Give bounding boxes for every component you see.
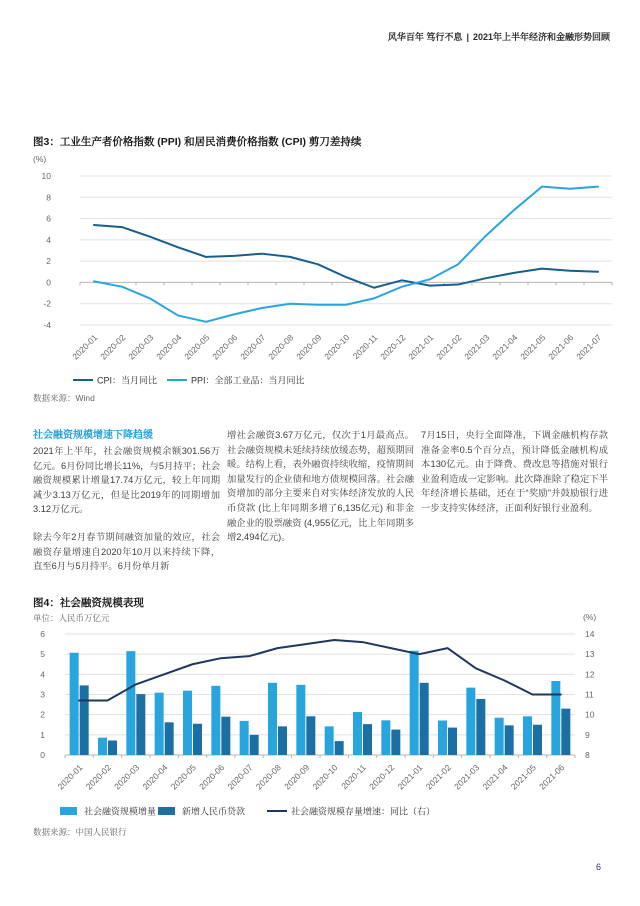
svg-text:2021-01: 2021-01 (406, 332, 436, 362)
svg-text:2021-04: 2021-04 (480, 762, 510, 792)
svg-text:2020-08: 2020-08 (266, 332, 296, 362)
svg-text:2021-03: 2021-03 (452, 762, 482, 792)
svg-text:2020-11: 2020-11 (350, 332, 380, 362)
paragraph: 7月15日，央行全面降准，下调金融机构存款准备金率0.5个百分点，预计降低金融机构成本130亿元。由于降费、费改息等措施对银行业盈利造成一定影响。此次降准除了稳定下半年经济增长基础，还在于“奖励”并鼓励银行进一步支持实体经济，正面利好银行业盈利。 (421, 430, 608, 513)
page-header (388, 30, 610, 43)
svg-text:2020-08: 2020-08 (253, 762, 283, 792)
svg-text:2020-04: 2020-04 (140, 762, 170, 792)
section-heading: 社会融资规模增速下降趋缓 (33, 430, 153, 441)
figure3-title: 图3：工业生产者价格指数 (PPI) 和居民消费价格指数 (CPI) 剪刀差持续 (33, 136, 362, 148)
svg-text:2020-10: 2020-10 (310, 762, 340, 792)
svg-text:5: 5 (40, 649, 45, 660)
svg-text:2020-09: 2020-09 (282, 762, 312, 792)
svg-text:2021-04: 2021-04 (490, 332, 520, 362)
figure4-title: 图4：社会融资规模表现 (33, 597, 144, 609)
svg-text:2020-07: 2020-07 (225, 762, 255, 792)
svg-text:2020-06: 2020-06 (210, 332, 240, 362)
svg-text:11: 11 (585, 689, 594, 700)
svg-text:2021-05: 2021-05 (508, 762, 538, 792)
svg-text:2021-02: 2021-02 (423, 762, 453, 792)
svg-text:社会融资规模存量增速：同比（右）: 社会融资规模存量增速：同比（右） (291, 806, 436, 817)
svg-text:2: 2 (40, 709, 45, 720)
svg-text:6: 6 (40, 629, 45, 639)
svg-text:2021-07: 2021-07 (574, 332, 604, 362)
svg-text:2020-07: 2020-07 (238, 332, 268, 362)
text-column-1 (33, 444, 220, 587)
svg-text:9: 9 (585, 729, 590, 740)
svg-text:社会融资规模增量: 社会融资规模增量 (84, 806, 157, 817)
svg-text:8: 8 (46, 192, 51, 203)
svg-text:2020-12: 2020-12 (378, 332, 408, 362)
text-column-2 (227, 428, 414, 558)
svg-text:2020-09: 2020-09 (294, 332, 324, 362)
svg-text:2021-05: 2021-05 (518, 332, 548, 362)
svg-text:12: 12 (585, 669, 595, 680)
svg-text:2020-03: 2020-03 (126, 332, 156, 362)
svg-text:-2: -2 (43, 298, 51, 309)
text-column-3 (421, 428, 608, 529)
ppi-cpi-line-chart (33, 168, 613, 392)
svg-text:6: 6 (46, 213, 51, 224)
figure3-unit-label: (%) (33, 154, 47, 164)
svg-text:2021-02: 2021-02 (434, 332, 464, 362)
svg-text:2020-02: 2020-02 (98, 332, 128, 362)
svg-text:2020-06: 2020-06 (197, 762, 227, 792)
svg-text:新增人民币贷款: 新增人民币贷款 (182, 806, 246, 817)
header-separator: | (466, 32, 469, 42)
svg-text:2021-01: 2021-01 (395, 762, 425, 792)
svg-text:2020-01: 2020-01 (70, 332, 100, 362)
svg-text:8: 8 (585, 750, 590, 760)
svg-text:2020-04: 2020-04 (154, 332, 184, 362)
svg-text:0: 0 (46, 277, 51, 288)
svg-text:2020-12: 2020-12 (367, 762, 397, 792)
svg-text:2020-05: 2020-05 (182, 332, 212, 362)
svg-text:14: 14 (585, 629, 595, 639)
svg-text:4: 4 (46, 234, 51, 245)
social-financing-bar-chart (33, 626, 613, 828)
figure4-unit-label: 单位：人民币万亿元 (33, 613, 110, 623)
paragraph: 除去今年2月春节期间融资加量的效应，社会融资存量增速自2020年10月以来持续下降，直至6月与5月持平。6月份单月新 (33, 531, 220, 572)
svg-text:PPI：全部工业品：当月同比: PPI：全部工业品：当月同比 (191, 375, 305, 386)
svg-text:2021-06: 2021-06 (546, 332, 576, 362)
svg-text:2020-02: 2020-02 (83, 762, 113, 792)
svg-text:3: 3 (40, 689, 45, 700)
figure4-right-axis-unit-label: (%) (583, 612, 597, 622)
svg-text:2020-01: 2020-01 (55, 762, 85, 792)
header-brand: 风华百年 笃行不息 (387, 32, 463, 42)
paragraph: 2021年上半年，社会融资规模余额301.56万亿元。6月份同比增长11%，与5月持平；社会融资规模累计增量17.74万亿元，较上年同期减少3.13万亿元，但是比2019年的同期增加3.12万亿元。 (33, 446, 220, 515)
svg-text:2: 2 (46, 256, 51, 267)
figure3-source: 数据来源：Wind (33, 393, 95, 403)
svg-text:1: 1 (40, 729, 45, 740)
svg-text:10: 10 (585, 709, 595, 720)
svg-text:0: 0 (40, 750, 45, 760)
svg-text:2020-03: 2020-03 (112, 762, 142, 792)
figure4-source: 数据来源：中国人民银行 (33, 827, 127, 837)
svg-text:13: 13 (585, 649, 595, 660)
header-title: 2021年上半年经济和金融形势回顾 (472, 32, 610, 42)
svg-text:2021-03: 2021-03 (462, 332, 492, 362)
svg-text:2020-10: 2020-10 (322, 332, 352, 362)
svg-text:2020-05: 2020-05 (168, 762, 198, 792)
paragraph: 增社会融资3.67万亿元，仅次于1月最高点。社会融资规模未延续持续放缓态势，超预期回暖。结构上看，表外融资持续收缩，疫情期间加量发行的企业债和地方债规模回落。社会融资增加的部分主要来自对实体经济发放的人民币贷款 (比上年同期多增了6,135亿元) 和非金融企业的股票融资 (4,955亿元，比上年同期多增2,494亿元)。 (227, 430, 414, 543)
svg-text:CPI：当月同比: CPI：当月同比 (97, 375, 158, 386)
svg-text:2020-11: 2020-11 (339, 762, 368, 792)
svg-text:-4: -4 (43, 320, 51, 330)
svg-text:4: 4 (40, 669, 45, 680)
svg-text:2021-06: 2021-06 (537, 762, 567, 792)
svg-text:10: 10 (41, 171, 51, 181)
page-number: 6 (596, 862, 602, 872)
